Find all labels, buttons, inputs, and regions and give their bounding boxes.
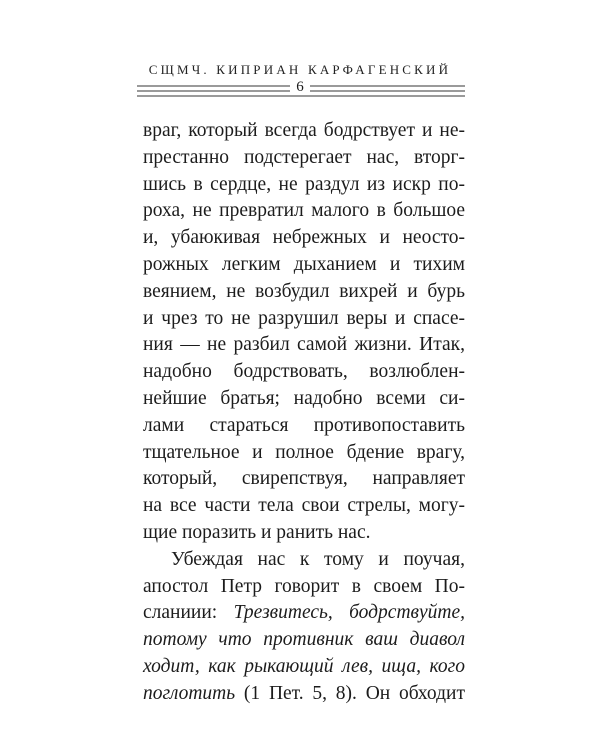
text-line: тщательное и полное бдение врагу,: [143, 441, 465, 463]
text-line: лами стараться противопоставить: [143, 414, 465, 436]
text-line-mixed: [143, 600, 465, 627]
text-line: ния — не разбил самой жизни. Итак,: [143, 334, 465, 356]
text-line: апостол Петр говорит в своем По-: [143, 575, 465, 597]
running-head: СЩМЧ. КИПРИАН КАРФАГЕНСКИЙ: [148, 62, 452, 77]
text-line: престанно подстерегает нас, вторг-: [143, 146, 465, 168]
page-number-value: 6: [290, 79, 310, 95]
text-line: шись в сердце, не раздул из искр по-: [143, 173, 465, 195]
text-line: и чрез то не разрушил веры и спасе-: [143, 307, 465, 329]
scripture-quote-fragment: поглотить: [143, 682, 236, 704]
text-line: рожных легким дыханием и тихим: [143, 253, 465, 275]
text-line: нейшие братья; надобно всеми си-: [143, 387, 465, 409]
text-line-mixed: [143, 681, 465, 708]
text-fragment: сланиии:: [143, 602, 234, 624]
text-line: который, свирепствуя, направляет: [143, 468, 465, 490]
text-line: враг, который всегда бодрствует и не-: [143, 120, 465, 141]
text-line: роха, не превратил малого в большое: [143, 200, 465, 222]
text-line: и, убаюкивая небрежных и неосто-: [143, 227, 465, 249]
text-line: веянием, не возбудил вихрей и бурь: [143, 280, 465, 302]
page-number: [0, 79, 600, 96]
scripture-quote-fragment: Трезвитесь, бодрствуйте,: [233, 602, 466, 624]
text-line: надобно бодрствовать, возлюблен-: [143, 361, 465, 383]
paragraph-start-line: Убеждая нас к тому и поучая,: [171, 548, 465, 570]
text-line: на все части тела свои стрелы, могу-: [143, 495, 465, 517]
text-fragment: (1 Пет. 5, 8). Он обходит: [235, 682, 465, 704]
scripture-quote-line: ходит, как рыкающий лев, ища, кого: [143, 655, 465, 677]
body-text: [143, 118, 465, 708]
scripture-quote-line: потому что противник ваш диавол: [143, 629, 465, 651]
text-line: щие поразить и ранить нас.: [143, 521, 371, 543]
